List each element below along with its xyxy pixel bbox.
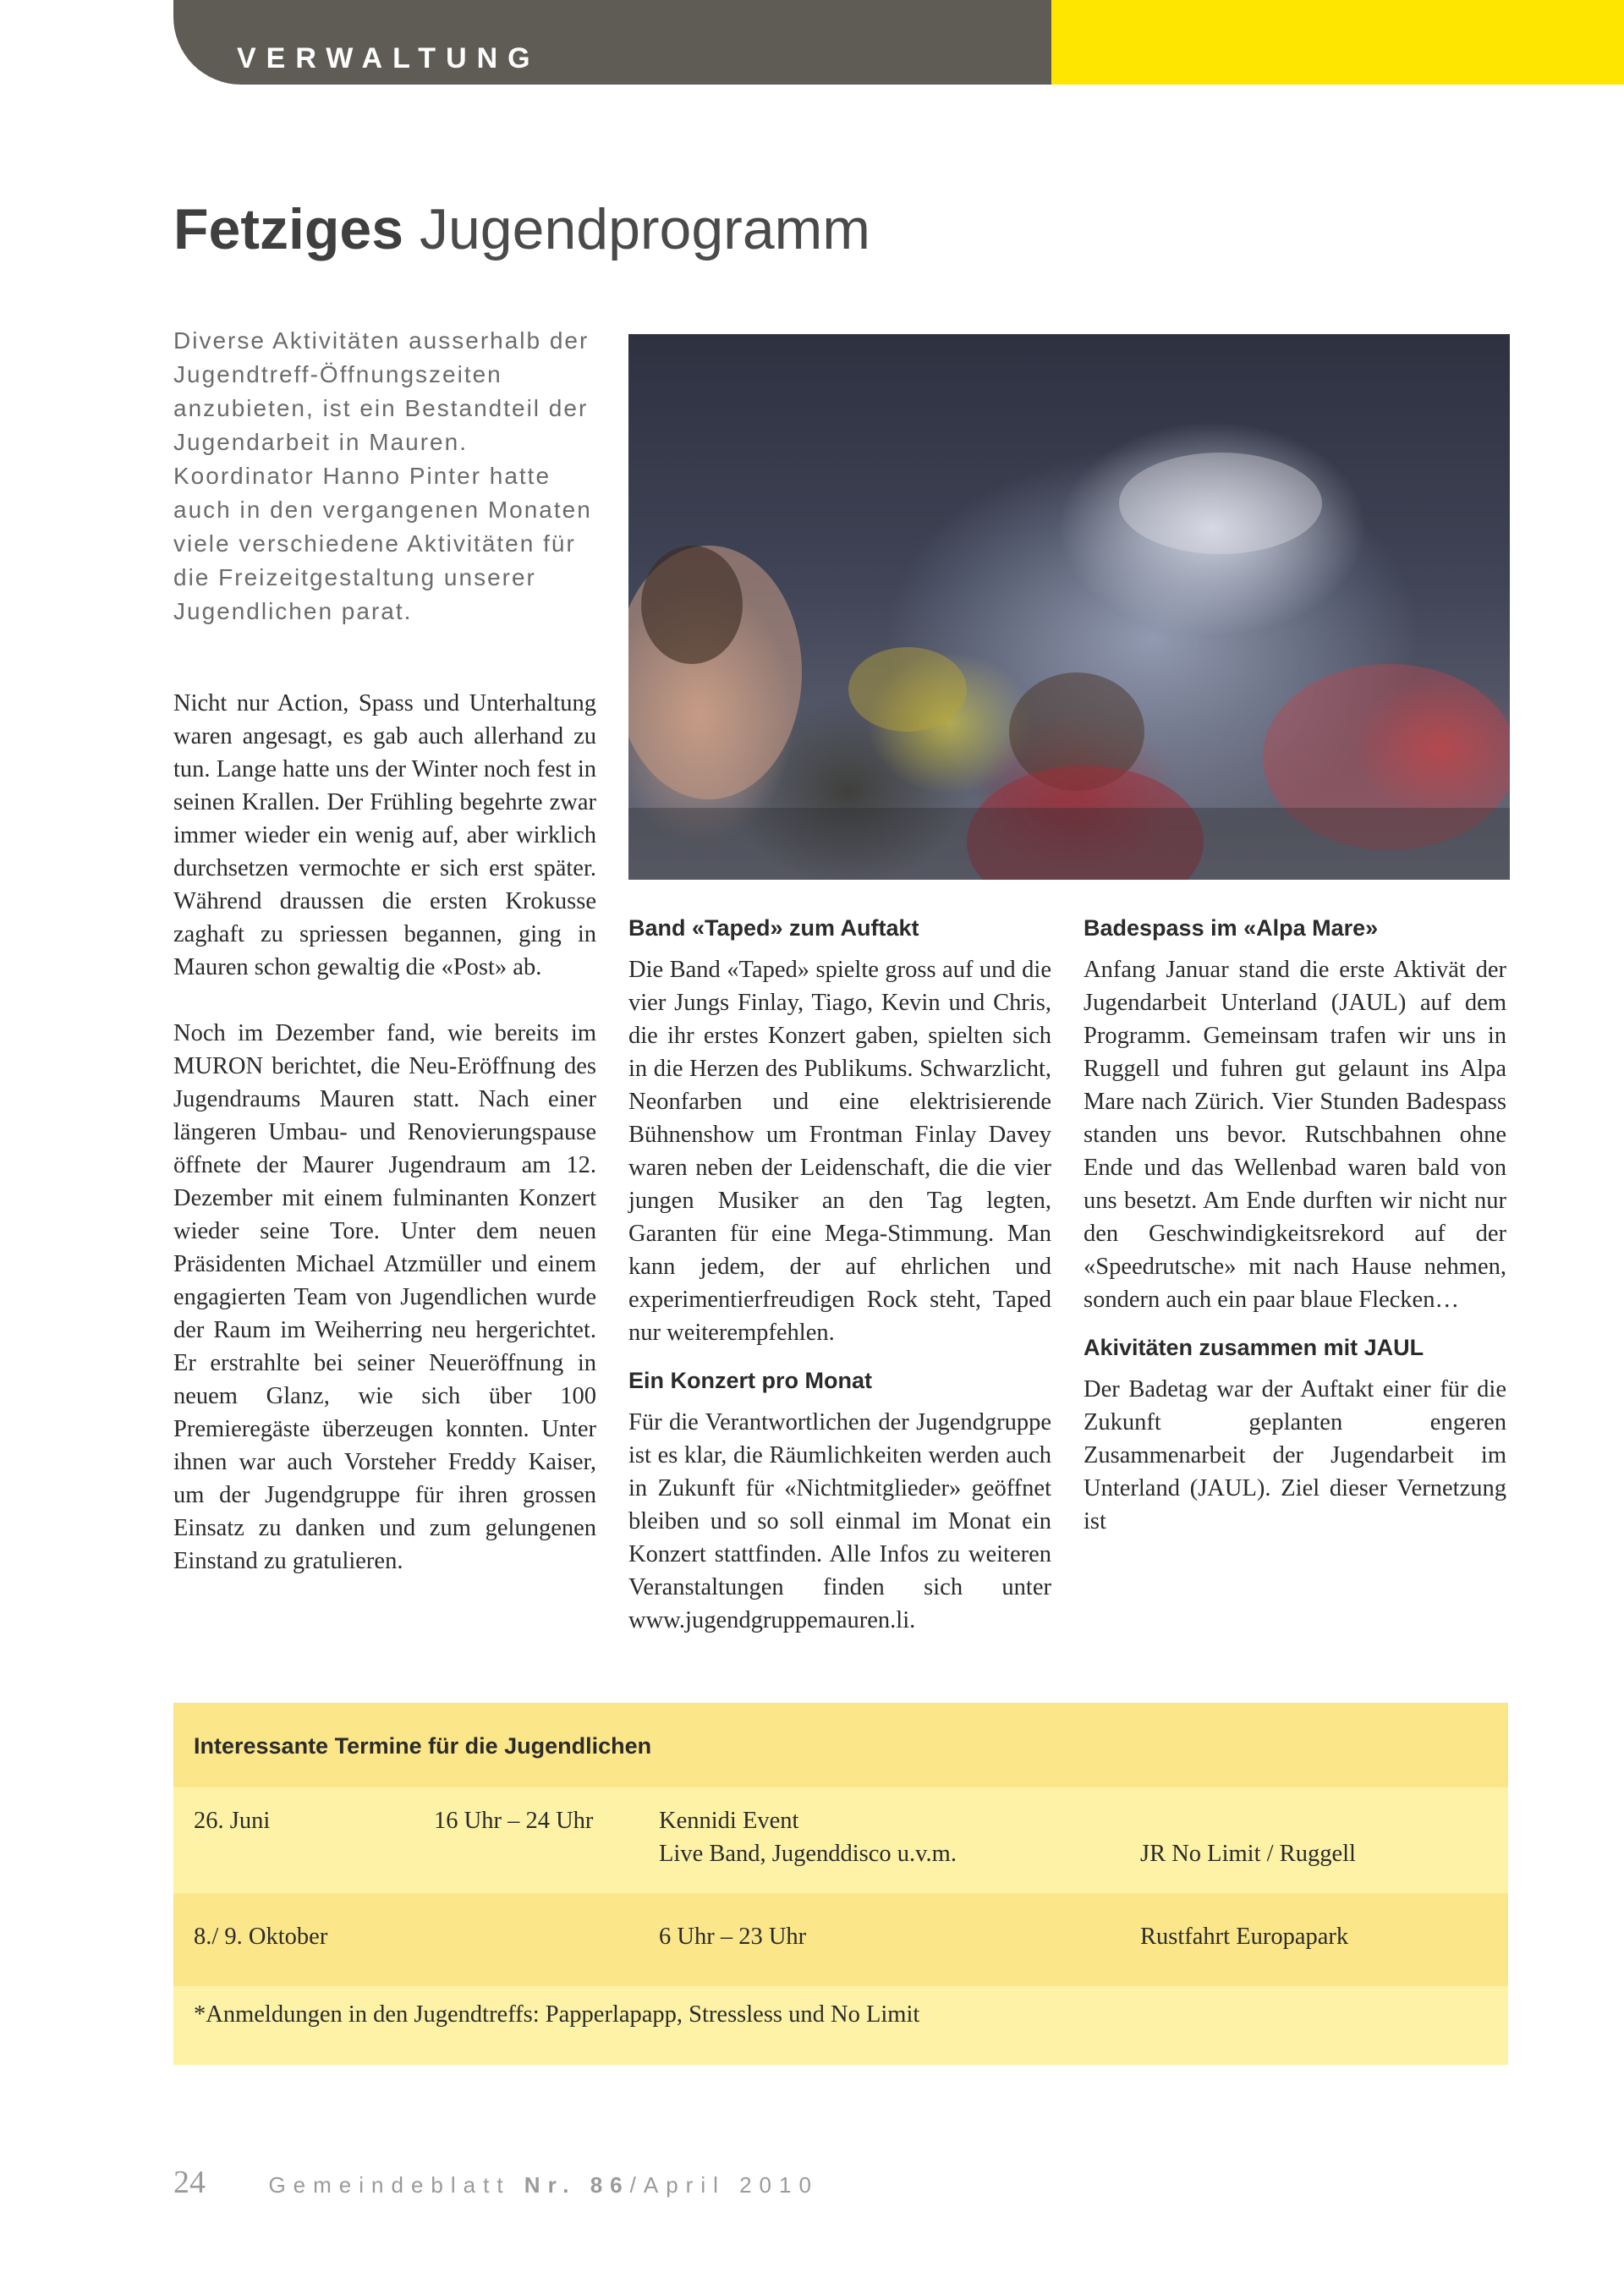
event-time: 16 Uhr – 24 Uhr bbox=[434, 1808, 594, 1834]
jaul-paragraph: Der Badetag war der Auftakt einer für die Zukunft geplanten engeren Zusammenarbeit der Jugendarbeit im Unterland (JAUL). Ziel dieser Vernetzung ist bbox=[1084, 1376, 1506, 1534]
title-bold: Fetziges bbox=[173, 197, 404, 261]
col1-paragraph-2: Noch im Dezember fand, wie bereits im MURON berichtet, die Neu-Eröffnung des Jugendraums Mauren statt. Nach einer längeren Umbau- und Renovierungspause öffnete der Maurer Jugendraum am 12. Dezember mit einem fulminanten Konzert wieder seine Tore. Unter dem neuen Präsidenten Michael Atzmüller und einem engagierten Team von Jugendlichen wurde der Raum im Weiherring neu hergerichtet. Er erstrahlte bei seiner Neueröffnung in neuem Glanz, wie sich über 100 Premieregäste überzeugen konnten. Unter ihnen war auch Vorsteher Freddy Kaiser, um der Jugendgruppe für ihren grossen Einsatz zu danken und zum gelungenen Einstand zu gratulieren. bbox=[173, 1020, 596, 1574]
band-paragraph: Die Band «Taped» spielte gross auf und die vier Jungs Finlay, Tiago, Kevin und Chris, die ihr erstes Konzert gaben, spielten sich in die Herzen des Publikums. Schwarzlicht, Neonfarben und eine elektrisierende Bühnenshow um Frontman Finlay Davey waren neben der Leidenschaft, die die vier jungen Musiker an den Tag legten, Garanten für eine Mega-Stimmung. Man kann jedem, der auf ehrlichen und experimentierfreudigen Rock steht, Taped nur weiterempfehlen. bbox=[628, 957, 1051, 1346]
subheading-jaul: Akivitäten zusammen mit JAUL bbox=[1084, 1335, 1424, 1360]
event-row bbox=[173, 1893, 1508, 1986]
article-title bbox=[173, 196, 870, 262]
event-location: Rustfahrt Europapark bbox=[1140, 1924, 1349, 1950]
events-header bbox=[173, 1703, 1508, 1787]
subheading-badespass: Badespass im «Alpa Mare» bbox=[1084, 915, 1379, 941]
publication-info bbox=[268, 2172, 819, 2198]
column-2 bbox=[628, 912, 1051, 1637]
lead-paragraph: Diverse Aktivitäten ausserhalb der Jugendtreff-Öffnungszeiten anzubieten, ist ein Bestandteil der Jugendarbeit in Mauren. Koordinator Hanno Pinter hatte auch in den vergangenen Monaten viele verschiedene Aktivitäten für die Freizeitgestaltung unserer Jugendlichen parat. bbox=[173, 327, 592, 624]
events-title: Interessante Termine für die Jugendlichen bbox=[194, 1733, 652, 1759]
concert-photo bbox=[628, 334, 1510, 880]
events-note-row bbox=[173, 1986, 1508, 2065]
header-accent-block bbox=[1051, 0, 1624, 85]
event-location: JR No Limit / Ruggell bbox=[1140, 1841, 1356, 1867]
event-date: 8./ 9. Oktober bbox=[194, 1924, 328, 1950]
event-description: Live Band, Jugenddisco u.v.m. bbox=[659, 1841, 957, 1867]
events-note: *Anmeldungen in den Jugendtreffs: Papperlapapp, Stressless und No Limit bbox=[194, 2001, 920, 2028]
column-3 bbox=[1084, 912, 1506, 1538]
col1-paragraph-1: Nicht nur Action, Spass und Unterhaltung waren angesagt, es gab auch allerhand zu tun. Lange hatte uns der Winter noch fest in seinen Krallen. Der Frühling begehrte zwar immer wieder ein wenig auf, aber wirklich durchsetzen vermochte er sich erst später. Während draussen die ersten Krokusse zaghaft zu spriessen begannen, ging in Mauren schon gewaltig die «Post» ab. bbox=[173, 690, 596, 980]
photo-illustration bbox=[628, 334, 1510, 880]
event-name: Kennidi Event bbox=[659, 1808, 799, 1834]
page-footer bbox=[173, 2164, 819, 2201]
event-date: 26. Juni bbox=[194, 1808, 271, 1834]
publication-name: Gemeindeblatt bbox=[268, 2172, 511, 2198]
events-box bbox=[173, 1703, 1508, 2065]
issue-number: 86 bbox=[590, 2172, 630, 2198]
column-1 bbox=[173, 687, 596, 1578]
event-row bbox=[173, 1787, 1508, 1893]
event-time: 6 Uhr – 23 Uhr bbox=[659, 1924, 807, 1950]
subheading-band: Band «Taped» zum Auftakt bbox=[628, 915, 919, 941]
issue-nr-label: Nr. bbox=[524, 2172, 577, 2198]
badespass-paragraph: Anfang Januar stand die erste Aktivät der Jugendarbeit Unterland (JAUL) auf dem Programm. Gemeinsam trafen wir uns in Ruggell und fuhren gut gelaunt ins Alpa Mare nach Zürich. Vier Stunden Badespass standen uns bevor. Rutschbahnen ohne Ende und das Wellenbad waren bald von uns besetzt. Am Ende durften wir nicht nur den Geschwindigkeitsrekord auf der «Speedrutsche» mit nach Hause nehmen, sondern auch ein paar blaue Flecken… bbox=[1084, 957, 1506, 1313]
subheading-konzert: Ein Konzert pro Monat bbox=[628, 1368, 872, 1393]
title-rest: Jugendprogramm bbox=[419, 197, 870, 261]
issue-date: /April 2010 bbox=[629, 2172, 819, 2198]
konzert-paragraph: Für die Verantwortlichen der Jugendgruppe ist es klar, die Räumlichkeiten werden auch in Zukunft für «Nichtmitglieder» geöffnet bleiben und so soll einmal im Monat ein Konzert stattfinden. Alle Infos zu weiteren Veranstaltungen finden sich unter www.jugendgruppemauren.li. bbox=[628, 1409, 1051, 1633]
page-number: 24 bbox=[173, 2165, 206, 2200]
section-label: VERWALTUNG bbox=[237, 42, 540, 74]
